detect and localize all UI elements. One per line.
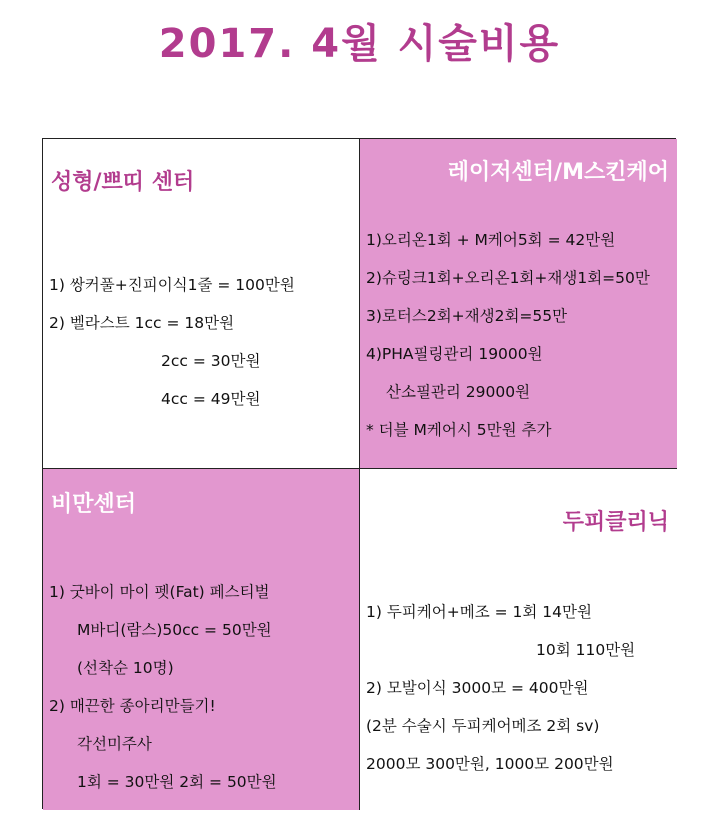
section-laser-skincare: [360, 139, 677, 469]
price-line: (2분 수술시 두피케어메조 2회 sv): [366, 717, 600, 735]
price-line: 각선미주사: [77, 735, 152, 753]
section-heading-plastic: 성형/쁘띠 센터: [51, 170, 195, 195]
price-line: 1) 두피케어+메조 = 1회 14만원: [366, 603, 592, 621]
price-line: 2)슈링크1회+오리온1회+재생1회=50만: [366, 269, 650, 287]
price-line: M바디(람스)50cc = 50만원: [77, 621, 272, 639]
price-line: 4cc = 49만원: [161, 390, 261, 408]
price-line: 1회 = 30만원 2회 = 50만원: [77, 773, 277, 791]
price-line: 10회 110만원: [536, 641, 636, 659]
price-line: 1)오리온1회 + M케어5회 = 42만원: [366, 231, 616, 249]
price-line: 2) 매끈한 종아리만들기!: [49, 697, 216, 715]
price-list-plastic: [49, 266, 295, 418]
section-plastic-surgery: [43, 139, 360, 469]
section-heading-scalp: 두피클리닉: [562, 510, 669, 535]
page-title: 2017. 4월 시술비용: [158, 21, 561, 67]
price-line: 산소필관리 29000원: [386, 383, 531, 401]
price-line: 2) 모발이식 3000모 = 400만원: [366, 679, 589, 697]
price-line: 2000모 300만원, 1000모 200만원: [366, 755, 614, 773]
price-line: 4)PHA필링관리 19000원: [366, 345, 543, 363]
price-line: 2) 벨라스트 1cc = 18만원: [49, 314, 235, 332]
price-line: 3)로터스2회+재생2회=55만: [366, 307, 568, 325]
price-table: [42, 138, 676, 809]
section-heading-laser: 레이저센터/M스킨케어: [447, 160, 669, 185]
section-heading-obesity: 비만센터: [51, 492, 137, 517]
price-list-laser: [366, 221, 650, 449]
price-note: * 더블 M케어시 5만원 추가: [366, 421, 552, 439]
section-obesity: [43, 469, 360, 810]
section-scalp-clinic: [360, 469, 677, 810]
price-line: 2cc = 30만원: [161, 352, 261, 370]
price-list-scalp: [366, 593, 635, 783]
price-list-obesity: [49, 573, 277, 801]
price-line: 1) 쌍커풀+진피이식1줄 = 100만원: [49, 276, 295, 294]
price-line: (선착순 10명): [77, 659, 174, 677]
price-line: 1) 굿바이 마이 펫(Fat) 페스티벌: [49, 583, 270, 601]
